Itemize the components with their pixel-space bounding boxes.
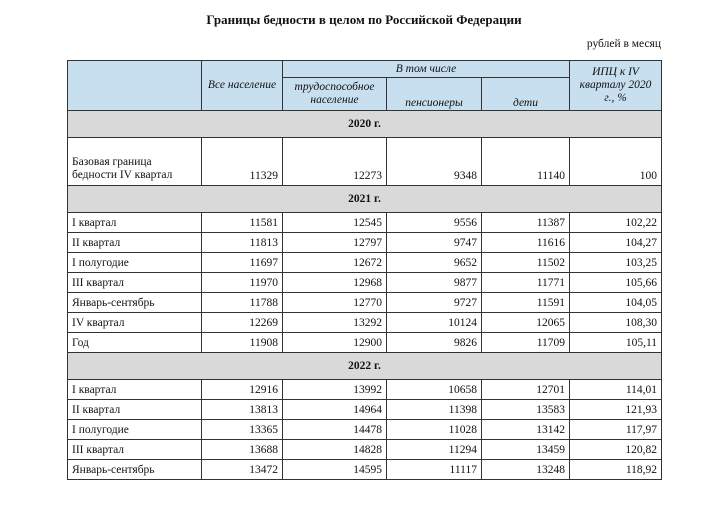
cell-total: 11329	[202, 138, 283, 186]
table-row	[68, 253, 662, 273]
header-pensioners: пенсионеры	[387, 78, 482, 111]
cell-cpi: 104,05	[570, 293, 662, 313]
cell-cpi: 114,01	[570, 380, 662, 400]
cell-cpi: 120,82	[570, 440, 662, 460]
table-row	[68, 213, 662, 233]
row-label: Год	[68, 333, 202, 353]
cell-cpi: 118,92	[570, 460, 662, 480]
cell-children: 11771	[482, 273, 570, 293]
table-header	[68, 61, 662, 111]
cell-pensioners: 11028	[387, 420, 482, 440]
cell-children: 11709	[482, 333, 570, 353]
section-year: 2021 г.	[68, 186, 662, 213]
row-label: III квартал	[68, 440, 202, 460]
cell-children: 13583	[482, 400, 570, 420]
table-row	[68, 313, 662, 333]
cell-total: 11581	[202, 213, 283, 233]
row-label: II квартал	[68, 233, 202, 253]
cell-total: 13365	[202, 420, 283, 440]
table-row	[68, 440, 662, 460]
header-group: В том числе	[283, 61, 570, 78]
row-label: III квартал	[68, 273, 202, 293]
row-label: Базовая граница бедности IV квартал	[68, 138, 202, 186]
cell-total: 13688	[202, 440, 283, 460]
cell-working: 12968	[283, 273, 387, 293]
cell-children: 11387	[482, 213, 570, 233]
cell-cpi: 105,66	[570, 273, 662, 293]
cell-pensioners: 11294	[387, 440, 482, 460]
cell-working: 14964	[283, 400, 387, 420]
row-label: Январь-сентябрь	[68, 460, 202, 480]
row-label: IV квартал	[68, 313, 202, 333]
cell-pensioners: 11398	[387, 400, 482, 420]
cell-total: 11788	[202, 293, 283, 313]
cell-cpi: 117,97	[570, 420, 662, 440]
cell-total: 11813	[202, 233, 283, 253]
cell-pensioners: 9652	[387, 253, 482, 273]
table-row	[68, 420, 662, 440]
header-children: дети	[482, 78, 570, 111]
header-working: трудоспособное население	[283, 78, 387, 111]
cell-children: 12701	[482, 380, 570, 400]
unit-label: рублей в месяц	[586, 38, 661, 50]
cell-working: 12900	[283, 333, 387, 353]
cell-total: 13472	[202, 460, 283, 480]
cell-children: 11502	[482, 253, 570, 273]
cell-total: 11697	[202, 253, 283, 273]
header-cpi: ИПЦ к IV кварталу 2020 г., %	[570, 61, 662, 111]
row-label: II квартал	[68, 400, 202, 420]
document-title: Границы бедности в целом по Российской Федерации	[206, 12, 522, 27]
section-year: 2022 г.	[68, 353, 662, 380]
cell-pensioners: 9348	[387, 138, 482, 186]
cell-total: 12916	[202, 380, 283, 400]
cell-pensioners: 10658	[387, 380, 482, 400]
cell-working: 14478	[283, 420, 387, 440]
cell-total: 11908	[202, 333, 283, 353]
cell-total: 11970	[202, 273, 283, 293]
table-row	[68, 273, 662, 293]
cell-working: 12545	[283, 213, 387, 233]
cell-total: 13813	[202, 400, 283, 420]
cell-children: 13459	[482, 440, 570, 460]
cell-pensioners: 9727	[387, 293, 482, 313]
cell-children: 12065	[482, 313, 570, 333]
poverty-table	[67, 60, 662, 480]
cell-working: 14595	[283, 460, 387, 480]
row-label: Январь-сентябрь	[68, 293, 202, 313]
table-body	[68, 111, 662, 480]
row-label: I полугодие	[68, 420, 202, 440]
cell-pensioners: 9556	[387, 213, 482, 233]
cell-cpi: 108,30	[570, 313, 662, 333]
cell-pensioners: 10124	[387, 313, 482, 333]
cell-cpi: 100	[570, 138, 662, 186]
cell-cpi: 102,22	[570, 213, 662, 233]
cell-working: 12273	[283, 138, 387, 186]
section-row	[68, 353, 662, 380]
cell-pensioners: 9826	[387, 333, 482, 353]
cell-pensioners: 9747	[387, 233, 482, 253]
section-row	[68, 186, 662, 213]
cell-working: 13292	[283, 313, 387, 333]
cell-children: 11591	[482, 293, 570, 313]
row-label: I квартал	[68, 380, 202, 400]
section-row	[68, 111, 662, 138]
cell-working: 12797	[283, 233, 387, 253]
table-row	[68, 333, 662, 353]
cell-working: 14828	[283, 440, 387, 460]
header-label-blank	[68, 61, 202, 111]
cell-children: 13248	[482, 460, 570, 480]
cell-cpi: 105,11	[570, 333, 662, 353]
cell-pensioners: 11117	[387, 460, 482, 480]
row-label: I квартал	[68, 213, 202, 233]
header-total: Все население	[202, 61, 283, 111]
row-label: I полугодие	[68, 253, 202, 273]
cell-pensioners: 9877	[387, 273, 482, 293]
table-row	[68, 138, 662, 186]
cell-children: 13142	[482, 420, 570, 440]
cell-working: 12672	[283, 253, 387, 273]
cell-total: 12269	[202, 313, 283, 333]
cell-cpi: 103,25	[570, 253, 662, 273]
cell-children: 11140	[482, 138, 570, 186]
cell-children: 11616	[482, 233, 570, 253]
table-row	[68, 380, 662, 400]
table-row	[68, 233, 662, 253]
section-year: 2020 г.	[68, 111, 662, 138]
table-row	[68, 460, 662, 480]
table-row	[68, 293, 662, 313]
cell-working: 13992	[283, 380, 387, 400]
table-row	[68, 400, 662, 420]
cell-cpi: 121,93	[570, 400, 662, 420]
cell-working: 12770	[283, 293, 387, 313]
cell-cpi: 104,27	[570, 233, 662, 253]
